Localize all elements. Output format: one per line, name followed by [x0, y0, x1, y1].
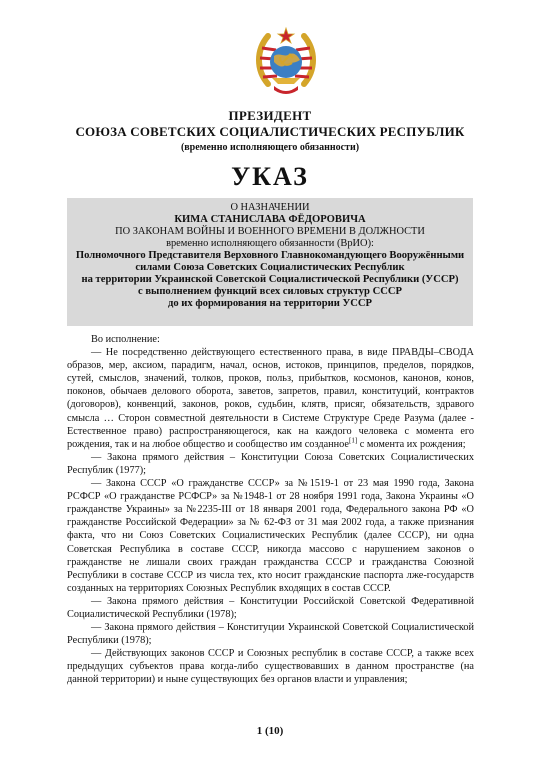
appointment-summary-box [67, 198, 473, 326]
body-paragraph: — Закона прямого действия – Конституции Российской Советской Федеративной Социалистической Республики (1978); [67, 595, 474, 620]
body-intro: Во исполнение: [91, 334, 160, 345]
body-text: с момента их рождения; [357, 438, 466, 450]
box-line-name: КИМА СТАНИСЛАВА ФЁДОРОВИЧА [174, 214, 366, 225]
box-line: О НАЗНАЧЕНИИ [230, 202, 310, 213]
header-title: ПРЕЗИДЕНТ [228, 108, 312, 123]
body-text: — Не посредственно действующего естественного права, в виде ПРАВДЫ–СВОДА образов, мер, аксиом, парадигм, начал, основ, истоков, принципов, пределов, порядков, сутей, смыслов, значений, толков, проков, польз, прибытков, космонов, канонов, конов, поконов, обычаев делового оборота, заветов, запретов, правил, конституций, контрактов (договоров), конвенций, законов, роков, судьбин, клятв, присяг, обязательств, здравого смысла … Сторон совместной деятельности в Системе Структуре Среде Разума (далее - Естественное право) распространяющегося, как на каждого человека с момента его рождения, так и на любое общество и сообщество им созданное [67, 347, 474, 450]
header-note: (временно исполняющего обязанности) [180, 142, 360, 153]
body-paragraph: — Закона прямого действия – Конституции Украинской Советской Социалистической Республики (1978); [67, 622, 474, 647]
footnote-reference[interactable]: [1] [349, 436, 358, 445]
box-line-position: до их формирования на территории УССР [167, 298, 373, 309]
box-line-position: с выполнением функций всех силовых структур СССР [137, 286, 402, 297]
page-number: 1 (10) [256, 725, 284, 737]
body-paragraph: — Действующих законов СССР и Союзных республик в составе СССР, а также всех предыдущих субъектов права когда-либо существовавших в данном пространстве (на данной территории) и ныне существующих без органов власти и управления; [67, 648, 474, 686]
box-line: временно исполняющего обязанности (ВрИО): [166, 238, 374, 249]
box-line-position: на территории Украинской Советской Социалистической Республики (УССР) [81, 274, 459, 285]
box-line-position: Полномочного Представителя Верховного Главнокомандующего Вооружёнными [75, 250, 465, 261]
body-paragraph: — Закона СССР «О гражданстве СССР» за №1519-1 от 23 мая 1990 года, Закона РСФСР «О гражданстве РСФСР» за №1948-1 от 28 ноября 1991 года, Закона Украины «О гражданстве Украины» за №2235-III от 18 января 2001 года, Федерального закона РФ «О гражданстве Российской Федерации» за № 62-ФЗ от 31 мая 2002 года, а также признания факта, что ни Союз Советских Социалистических Республик (далее СССР), ни одна Советская Республика в составе СССР, никогда массово с нарушением законов о гражданстве не лишали своих граждан гражданства СССР и гражданства Союзной Республики в составе СССР из числа тех, кто носит гражданские паспорта лже-государств созданных на территориях Союзных Республик входящих в состав СССР. [67, 478, 474, 594]
box-line-position: силами Союза Советских Социалистических Республик [135, 262, 405, 273]
body-paragraph [67, 346, 474, 451]
body-paragraph: — Закона прямого действия – Конституции Союза Советских Социалистических Республик (1977); [67, 451, 474, 476]
document-type-heading: УКАЗ [231, 162, 309, 191]
box-line: ПО ЗАКОНАМ ВОЙНЫ И ВОЕННОГО ВРЕМЕНИ В ДОЛЖНОСТИ [115, 226, 425, 237]
document-body [67, 333, 474, 687]
header-subtitle: СОЮЗА СОВЕТСКИХ СОЦИАЛИСТИЧЕСКИХ РЕСПУБЛИК [75, 124, 465, 139]
soviet-state-emblem-icon [254, 26, 318, 98]
